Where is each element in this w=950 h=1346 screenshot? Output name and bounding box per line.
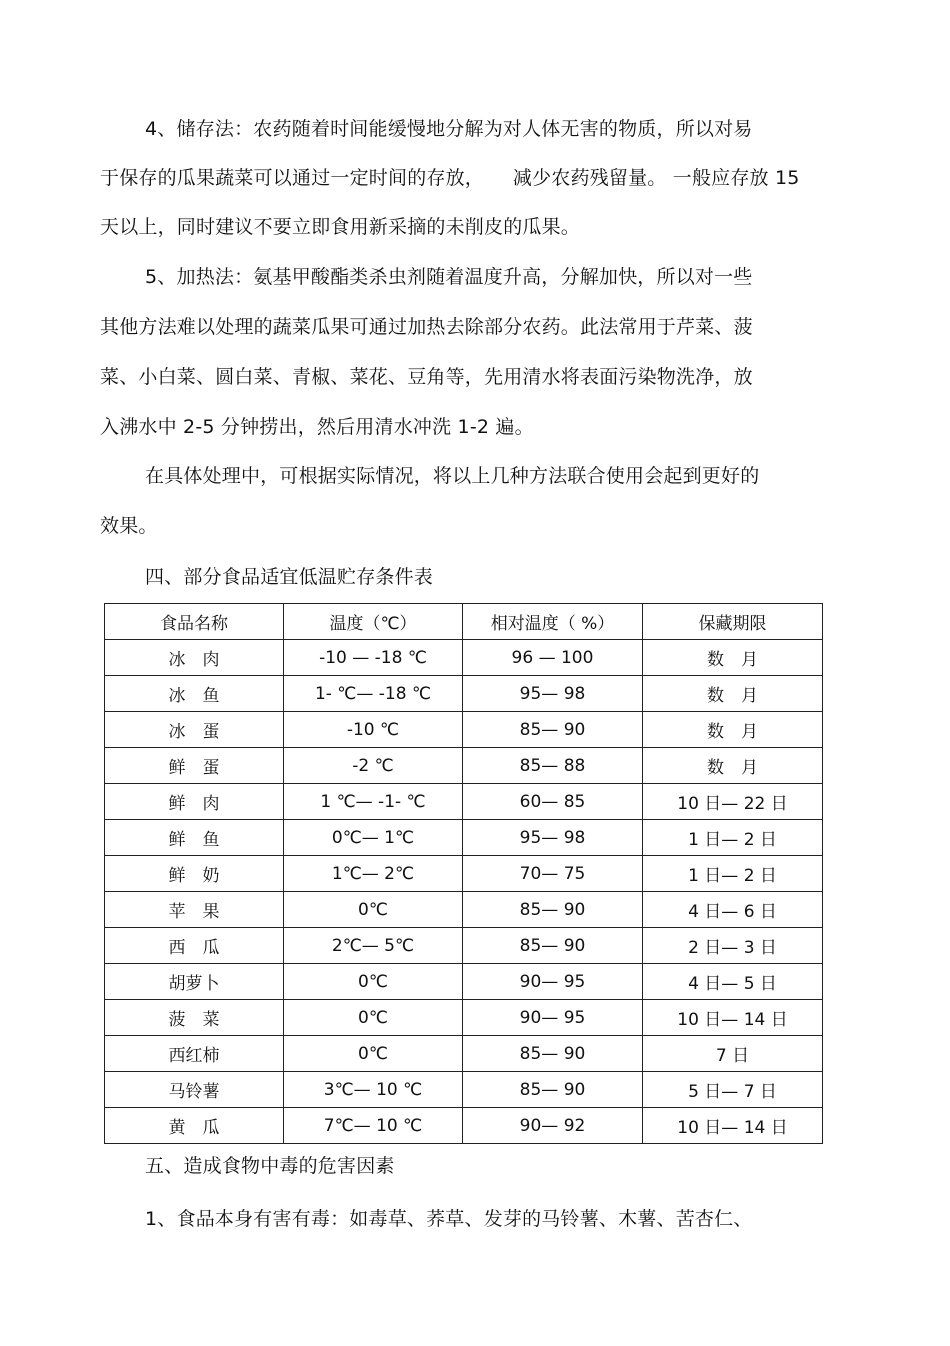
table-cell: 4 日— 6 日 bbox=[643, 892, 823, 928]
column-header-humidity: 相对温度（ %） bbox=[463, 604, 643, 640]
table-row bbox=[105, 1000, 823, 1036]
table-cell: 85— 90 bbox=[463, 1036, 643, 1072]
table-row bbox=[105, 892, 823, 928]
column-header-temperature: 温度（℃） bbox=[284, 604, 463, 640]
table-cell: 胡萝卜 bbox=[105, 964, 284, 1000]
table-cell: 数 月 bbox=[643, 712, 823, 748]
storage-conditions-table bbox=[104, 603, 823, 1144]
text-line: 4、储存法：农药随着时间能缓慢地分解为对人体无害的物质，所以对易 bbox=[145, 118, 753, 140]
table-cell: 85— 90 bbox=[463, 928, 643, 964]
table-cell: 95— 98 bbox=[463, 676, 643, 712]
table-cell: 冰 肉 bbox=[105, 640, 284, 676]
text-line: 1、食品本身有害有毒：如毒草、荞草、发芽的马铃薯、木薯、苦杏仁、 bbox=[145, 1208, 753, 1230]
table-row bbox=[105, 820, 823, 856]
table-header-row bbox=[105, 604, 823, 640]
table-cell: 85— 88 bbox=[463, 748, 643, 784]
table-cell: 0℃ bbox=[284, 1000, 463, 1036]
table-cell: 黄 瓜 bbox=[105, 1108, 284, 1144]
table-cell: 鲜 鱼 bbox=[105, 820, 284, 856]
text-line: 其他方法难以处理的蔬菜瓜果可通过加热去除部分农药。此法常用于芹菜、菠 bbox=[100, 316, 753, 338]
table-cell: 冰 鱼 bbox=[105, 676, 284, 712]
table-cell: 96 — 100 bbox=[463, 640, 643, 676]
table-row bbox=[105, 1036, 823, 1072]
column-header-food: 食品名称 bbox=[105, 604, 284, 640]
table-cell: 数 月 bbox=[643, 748, 823, 784]
table-cell: 90— 92 bbox=[463, 1108, 643, 1144]
table-row bbox=[105, 928, 823, 964]
table-cell: 1 日— 2 日 bbox=[643, 820, 823, 856]
table-cell: 数 月 bbox=[643, 640, 823, 676]
table-row bbox=[105, 784, 823, 820]
table-cell: 90— 95 bbox=[463, 964, 643, 1000]
text-line: 于保存的瓜果蔬菜可以通过一定时间的存放， 减少农药残留量。 一般应存放 15 bbox=[100, 167, 800, 189]
table-row bbox=[105, 964, 823, 1000]
table-cell: 0℃ bbox=[284, 1036, 463, 1072]
table-cell: 85— 90 bbox=[463, 712, 643, 748]
table-row bbox=[105, 748, 823, 784]
table-cell: 5 日— 7 日 bbox=[643, 1072, 823, 1108]
table-cell: 菠 菜 bbox=[105, 1000, 284, 1036]
table-cell: 85— 90 bbox=[463, 892, 643, 928]
table-row bbox=[105, 640, 823, 676]
table-cell: 85— 90 bbox=[463, 1072, 643, 1108]
table-cell: 10 日— 22 日 bbox=[643, 784, 823, 820]
table-cell: 95— 98 bbox=[463, 820, 643, 856]
table-cell: 90— 95 bbox=[463, 1000, 643, 1036]
section-heading-food-poisoning: 五、造成食物中毒的危害因素 bbox=[145, 1155, 395, 1177]
table-cell: 1 ℃— -1- ℃ bbox=[284, 784, 463, 820]
table-cell: 西 瓜 bbox=[105, 928, 284, 964]
text-line: 天以上，同时建议不要立即食用新采摘的未削皮的瓜果。 bbox=[100, 216, 581, 238]
table-cell: -2 ℃ bbox=[284, 748, 463, 784]
table-row bbox=[105, 856, 823, 892]
table-cell: 马铃薯 bbox=[105, 1072, 284, 1108]
table-cell: -10 — -18 ℃ bbox=[284, 640, 463, 676]
table-cell: 10 日— 14 日 bbox=[643, 1000, 823, 1036]
table-cell: 10 日— 14 日 bbox=[643, 1108, 823, 1144]
table-row bbox=[105, 676, 823, 712]
section-heading-storage-table: 四、部分食品适宜低温贮存条件表 bbox=[145, 566, 434, 588]
table-cell: 1- ℃— -18 ℃ bbox=[284, 676, 463, 712]
text-line: 菜、小白菜、圆白菜、青椒、菜花、豆角等，先用清水将表面污染物洗净，放 bbox=[100, 366, 753, 388]
table-cell: 冰 蛋 bbox=[105, 712, 284, 748]
table-cell: 0℃— 1℃ bbox=[284, 820, 463, 856]
table-cell: 0℃ bbox=[284, 964, 463, 1000]
table-cell: 2 日— 3 日 bbox=[643, 928, 823, 964]
table-cell: 4 日— 5 日 bbox=[643, 964, 823, 1000]
table-cell: 7℃— 10 ℃ bbox=[284, 1108, 463, 1144]
table-cell: 0℃ bbox=[284, 892, 463, 928]
table-row bbox=[105, 712, 823, 748]
table-cell: 西红柿 bbox=[105, 1036, 284, 1072]
table-cell: 2℃— 5℃ bbox=[284, 928, 463, 964]
table-row bbox=[105, 1108, 823, 1144]
text-line: 在具体处理中，可根据实际情况，将以上几种方法联合使用会起到更好的 bbox=[145, 465, 760, 487]
table-cell: 1℃— 2℃ bbox=[284, 856, 463, 892]
table-cell: 1 日— 2 日 bbox=[643, 856, 823, 892]
column-header-storage-period: 保藏期限 bbox=[643, 604, 823, 640]
table-cell: 数 月 bbox=[643, 676, 823, 712]
text-line: 效果。 bbox=[100, 515, 158, 537]
table-cell: 鲜 奶 bbox=[105, 856, 284, 892]
table-cell: -10 ℃ bbox=[284, 712, 463, 748]
table-cell: 7 日 bbox=[643, 1036, 823, 1072]
table-cell: 鲜 肉 bbox=[105, 784, 284, 820]
table-cell: 70— 75 bbox=[463, 856, 643, 892]
text-line: 入沸水中 2-5 分钟捞出，然后用清水冲洗 1-2 遍。 bbox=[100, 416, 534, 438]
table-row bbox=[105, 1072, 823, 1108]
table-cell: 鲜 蛋 bbox=[105, 748, 284, 784]
table-cell: 苹 果 bbox=[105, 892, 284, 928]
table-cell: 60— 85 bbox=[463, 784, 643, 820]
text-line: 5、加热法：氨基甲酸酯类杀虫剂随着温度升高，分解加快，所以对一些 bbox=[145, 266, 753, 288]
table-cell: 3℃— 10 ℃ bbox=[284, 1072, 463, 1108]
